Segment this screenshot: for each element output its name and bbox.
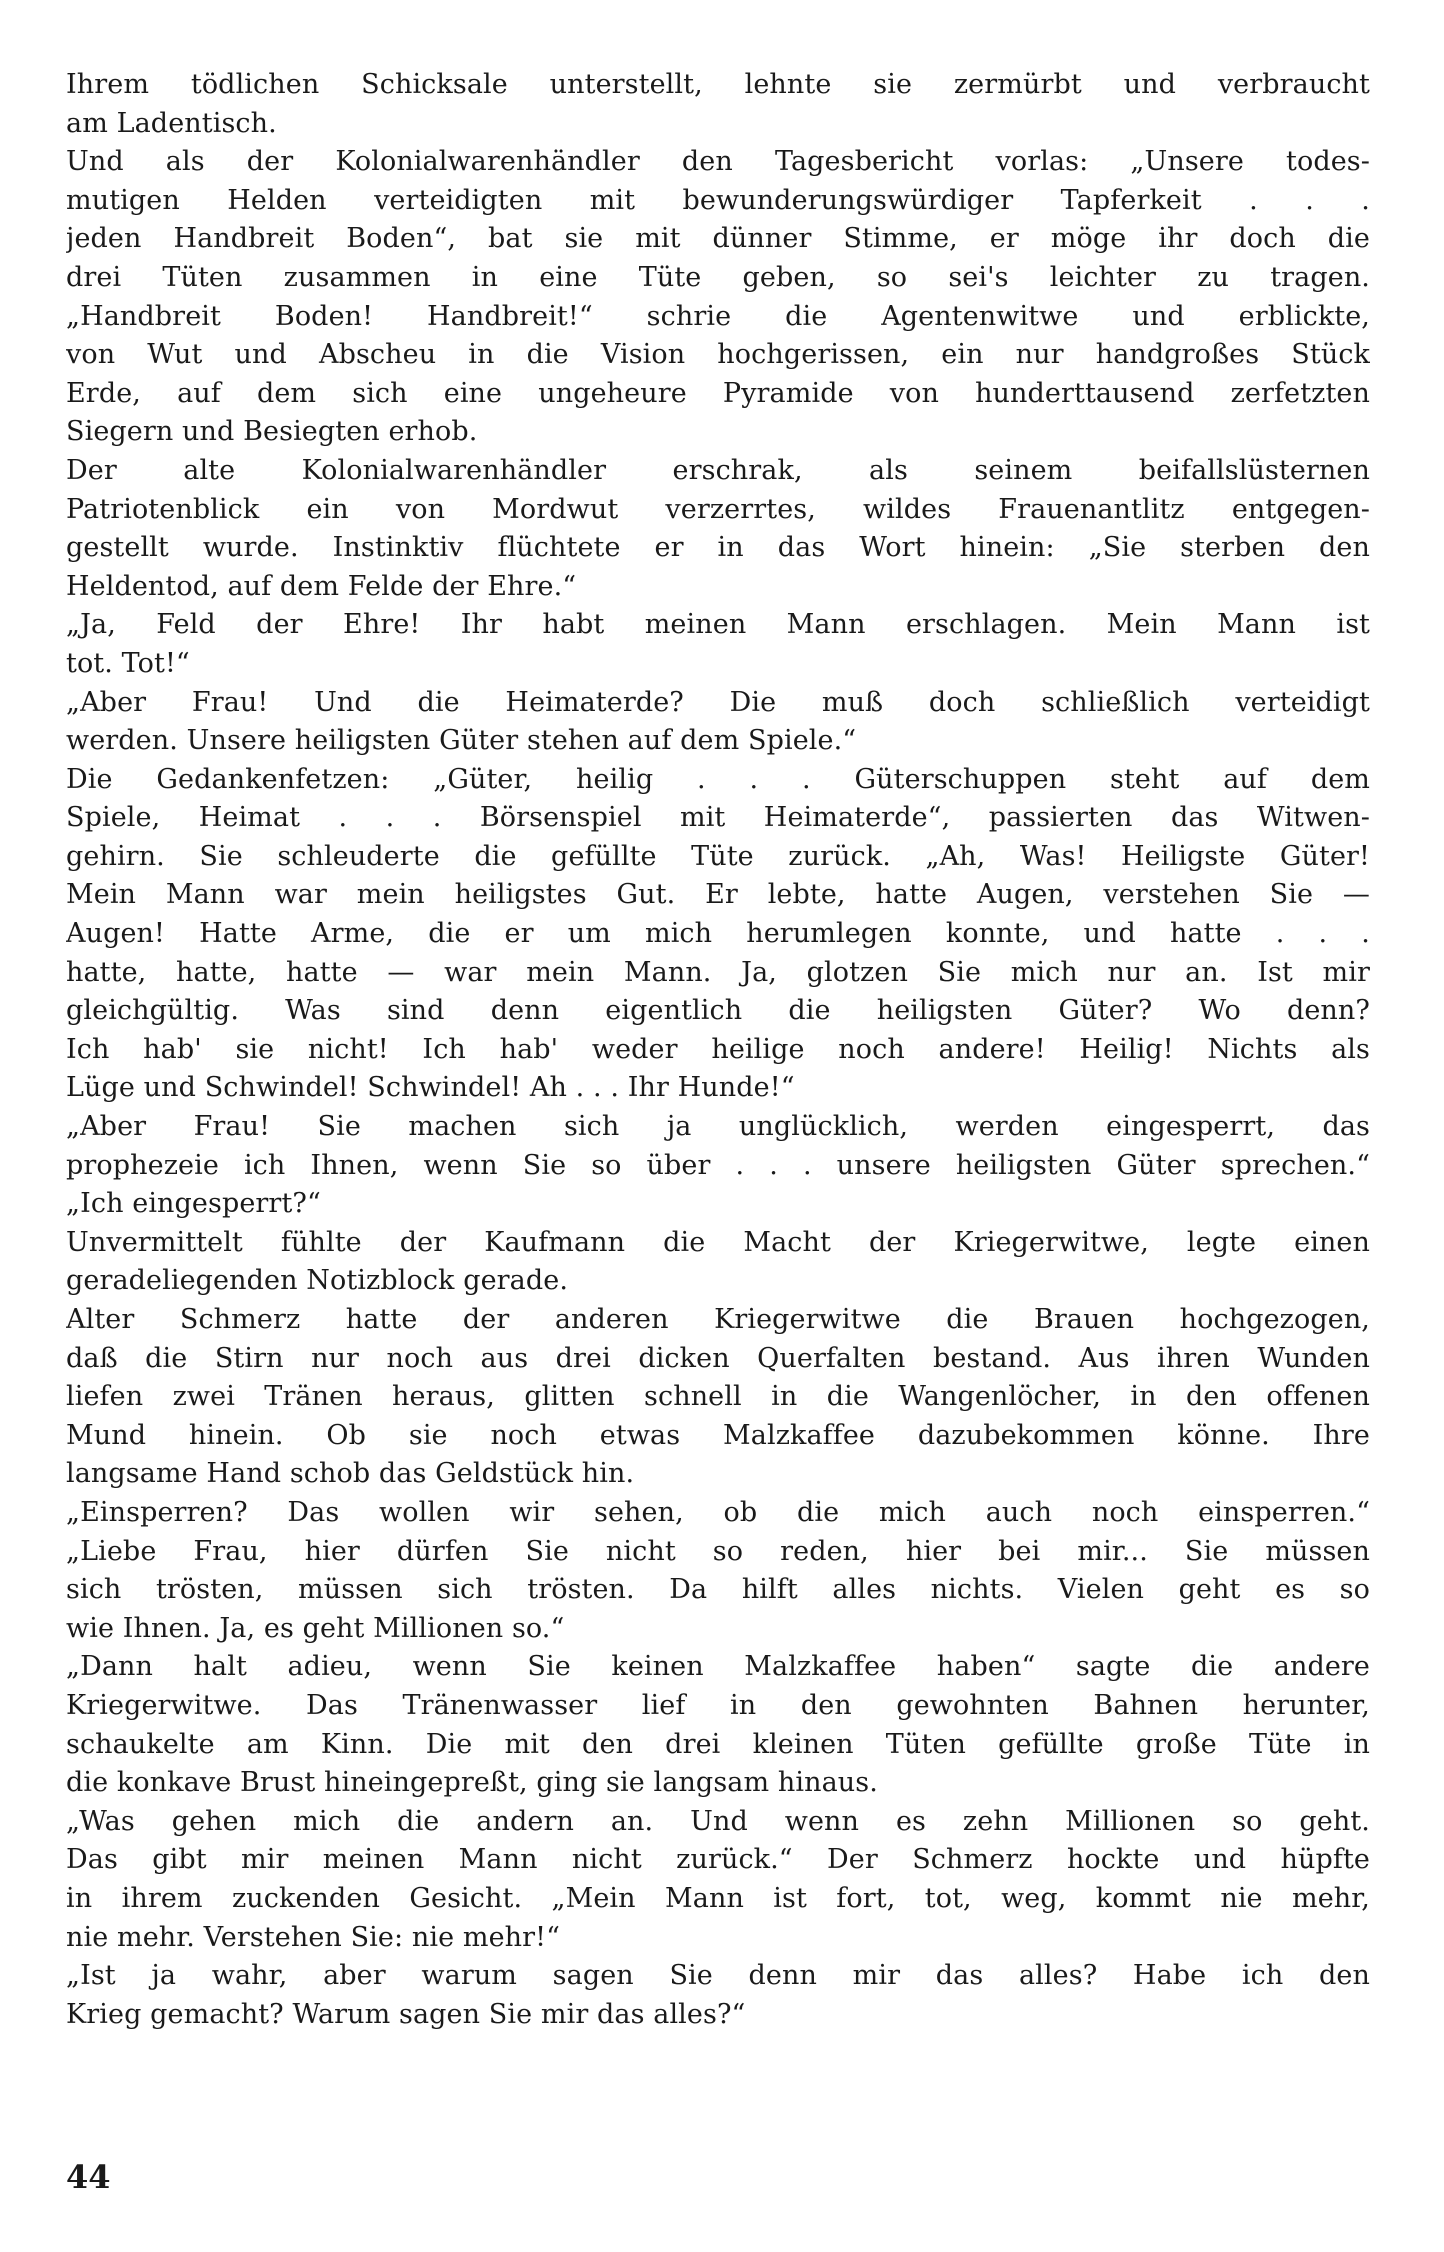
text-line: hatte, hatte, hatte — war mein Mann. Ja, glotzen Sie mich nur an. Ist mir xyxy=(66,956,1370,988)
text-line: Kriegerwitwe. Das Tränenwasser lief in den gewohnten Bahnen herunter, xyxy=(66,1689,1370,1721)
text-line: „Aber Frau! Und die Heimaterde? Die muß doch schließlich verteidigt xyxy=(66,686,1370,718)
text-line: gehirn. Sie schleuderte die gefüllte Tüte zurück. „Ah, Was! Heiligste Güter! xyxy=(66,840,1370,872)
text-line: nie mehr. Verstehen Sie: nie mehr!“ xyxy=(66,1921,560,1953)
text-line: „Was gehen mich die andern an. Und wenn es zehn Millionen so geht. xyxy=(66,1805,1370,1837)
text-line: „Ist ja wahr, aber warum sagen Sie denn mir das alles? Habe ich den xyxy=(66,1960,1370,1992)
text-line: Siegern und Besiegten erhob. xyxy=(66,416,478,448)
text-line: „Liebe Frau, hier dürfen Sie nicht so reden, hier bei mir... Sie müssen xyxy=(66,1535,1370,1567)
text-line: die konkave Brust hineingepreßt, ging sie langsam hinaus. xyxy=(66,1767,878,1799)
text-line: „Einsperren? Das wollen wir sehen, ob die mich auch noch einsperren.“ xyxy=(66,1496,1370,1528)
body-text xyxy=(66,66,1370,2034)
text-line: Erde, auf dem sich eine ungeheure Pyramide von hunderttausend zerfetzten xyxy=(66,377,1370,409)
text-line: am Ladentisch. xyxy=(66,107,277,139)
text-line: drei Tüten zusammen in eine Tüte geben, so sei's leichter zu tragen. xyxy=(66,261,1370,293)
text-line: Alter Schmerz hatte der anderen Kriegerwitwe die Brauen hochgezogen, xyxy=(66,1304,1370,1335)
text-line: Heldentod, auf dem Felde der Ehre.“ xyxy=(66,570,577,602)
text-line: Spiele, Heimat . . . Börsenspiel mit Heimaterde“, passierten das Witwen- xyxy=(66,802,1370,834)
text-line: Patriotenblick ein von Mordwut verzerrtes, wildes Frauenantlitz entgegen- xyxy=(66,493,1370,525)
text-line: gleichgültig. Was sind denn eigentlich die heiligsten Güter? Wo denn? xyxy=(66,995,1370,1027)
text-line: Und als der Kolonialwarenhändler den Tagesbericht vorlas: „Unsere todes- xyxy=(66,146,1370,178)
text-line: „Dann halt adieu, wenn Sie keinen Malzkaffee haben“ sagte die andere xyxy=(66,1651,1370,1683)
text-line: Mein Mann war mein heiligstes Gut. Er lebte, hatte Augen, verstehen Sie — xyxy=(66,879,1370,911)
text-line: schaukelte am Kinn. Die mit den drei kleinen Tüten gefüllte große Tüte in xyxy=(66,1728,1370,1760)
text-line: „Aber Frau! Sie machen sich ja unglücklich, werden eingesperrt, das xyxy=(66,1111,1370,1143)
text-line: Unvermittelt fühlte der Kaufmann die Macht der Kriegerwitwe, legte einen xyxy=(66,1226,1370,1258)
text-line: Ihrem tödlichen Schicksale unterstellt, lehnte sie zermürbt und verbraucht xyxy=(66,69,1370,100)
text-line: langsame Hand schob das Geldstück hin. xyxy=(66,1458,635,1490)
text-line: Die Gedankenfetzen: „Güter, heilig . . . Güterschuppen steht auf dem xyxy=(66,763,1370,795)
text-line: jeden Handbreit Boden“, bat sie mit dünner Stimme, er möge ihr doch die xyxy=(66,223,1370,255)
text-line: prophezeie ich Ihnen, wenn Sie so über . . . unsere heiligsten Güter sprechen.“ xyxy=(66,1149,1370,1181)
text-line: Krieg gemacht? Warum sagen Sie mir das alles?“ xyxy=(66,1998,746,2030)
text-line: „Handbreit Boden! Handbreit!“ schrie die Agentenwitwe und erblickte, xyxy=(66,300,1370,332)
text-line: Der alte Kolonialwarenhändler erschrak, als seinem beifallslüsternen xyxy=(66,454,1370,486)
text-line: von Wut und Abscheu in die Vision hochgerissen, ein nur handgroßes Stück xyxy=(66,339,1370,371)
text-line: wie Ihnen. Ja, es geht Millionen so.“ xyxy=(66,1612,565,1644)
text-line: Mund hinein. Ob sie noch etwas Malzkaffee dazubekommen könne. Ihre xyxy=(66,1419,1370,1451)
text-line: Lüge und Schwindel! Schwindel! Ah . . . Ihr Hunde!“ xyxy=(66,1072,795,1104)
text-line: gestellt wurde. Instinktiv flüchtete er in das Wort hinein: „Sie sterben den xyxy=(66,532,1370,564)
text-line: werden. Unsere heiligsten Güter stehen auf dem Spiele.“ xyxy=(66,725,857,757)
text-line: mutigen Helden verteidigten mit bewunderungswürdiger Tapferkeit . . . xyxy=(66,184,1370,216)
text-line: tot. Tot!“ xyxy=(66,647,190,679)
text-line: „Ja, Feld der Ehre! Ihr habt meinen Mann erschlagen. Mein Mann ist xyxy=(66,609,1370,641)
page-number: 44 xyxy=(66,2158,111,2196)
text-line: geradeliegenden Notizblock gerade. xyxy=(66,1265,569,1297)
text-line: Augen! Hatte Arme, die er um mich herumlegen konnte, und hatte . . . xyxy=(66,918,1370,950)
text-line: sich trösten, müssen sich trösten. Da hilft alles nichts. Vielen geht es so xyxy=(66,1574,1370,1606)
text-line: in ihrem zuckenden Gesicht. „Mein Mann ist fort, tot, weg, kommt nie mehr, xyxy=(66,1882,1370,1914)
text-line: liefen zwei Tränen heraus, glitten schnell in die Wangenlöcher, in den offenen xyxy=(66,1381,1370,1413)
text-line: Ich hab' sie nicht! Ich hab' weder heilige noch andere! Heilig! Nichts als xyxy=(66,1033,1370,1065)
text-line: daß die Stirn nur noch aus drei dicken Querfalten bestand. Aus ihren Wunden xyxy=(66,1342,1370,1374)
text-line: „Ich eingesperrt?“ xyxy=(66,1188,321,1220)
text-line: Das gibt mir meinen Mann nicht zurück.“ Der Schmerz hockte und hüpfte xyxy=(66,1844,1370,1876)
